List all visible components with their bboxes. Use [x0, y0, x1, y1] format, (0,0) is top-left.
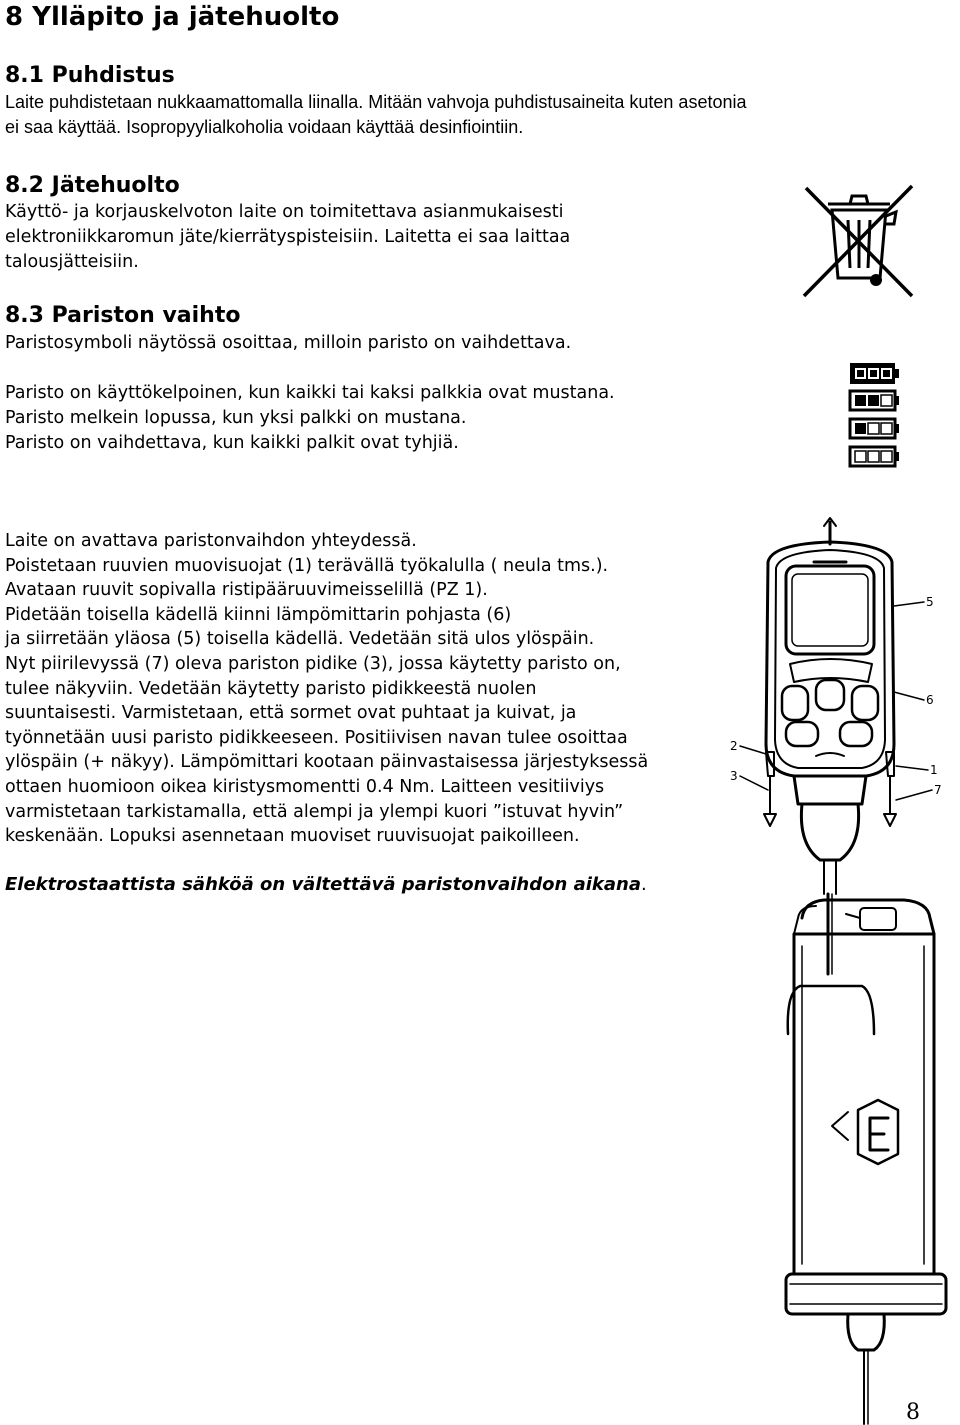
text-line: Käyttö- ja korjauskelvoton laite on toimitettava asianmukaisesti [5, 202, 564, 222]
text-line: ylöspäin (+ näkyy). Lämpömittari kootaan päinvastaisessa järjestyksessä [5, 752, 649, 773]
text-line: Laite puhdistetaan nukkaamattomalla liinalla. Mitään vahvoja puhdistusaineita kuten asetonia [5, 92, 747, 112]
battery-intro: Paristosymboli näytössä osoittaa, milloin paristo on vaihdettava. [5, 333, 572, 353]
battery-two-bars-icon [850, 391, 899, 410]
text-line: ja siirretään yläosa (5) toisella kädellä. Vedetään sitä ulos ylöspäin. [5, 629, 595, 650]
page-number: 8 [906, 1400, 920, 1425]
text-line: suuntaisesti. Varmistetaan, että sormet ovat puhtaat ja kuivat, ja [5, 703, 577, 724]
text-line: ottaen huomioon oikea kiristysmomentti 0.4 Nm. Laitteen vesitiiviys [5, 776, 605, 797]
warning-period: . [640, 874, 647, 895]
text-line: Paristo melkein lopussa, kun yksi palkki on mustana. [5, 408, 467, 428]
page-title: 8 Ylläpito ja jätehuolto [5, 2, 340, 32]
text-line: Pidetään toisella kädellä kiinni lämpömittarin pohjasta (6) [5, 604, 512, 625]
heading-disposal: 8.2 Jätehuolto [5, 173, 180, 198]
battery-states [5, 381, 615, 456]
callout-label: 3 [730, 769, 738, 783]
thermometer-exploded-diagram [728, 514, 960, 1424]
esd-warning [5, 872, 647, 898]
procedure-paragraph [5, 529, 648, 849]
callout-label: 7 [934, 783, 942, 797]
battery-level-icons [848, 361, 900, 471]
text-line: keskenään. Lopuksi asennetaan muoviset ruuvisuojat paikoilleen. [5, 826, 580, 847]
battery-full-icon [850, 363, 899, 384]
text-line: työnnetään uusi paristo pidikkeeseen. Positiivisen navan tulee osoittaa [5, 727, 628, 748]
battery-empty-icon [850, 447, 899, 466]
text-line: tulee näkyviin. Vedetään käytetty paristo pidikkeestä nuolen [5, 678, 537, 699]
crossed-out-wheelie-bin-icon [800, 182, 916, 300]
text-line: Paristo on vaihdettava, kun kaikki palkit ovat tyhjiä. [5, 433, 459, 453]
text-line: ei saa käyttää. Isopropyylialkoholia voidaan käyttää desinfiointiin. [5, 117, 524, 137]
callout-label: 2 [730, 739, 738, 753]
text-line: varmistetaan tarkistamalla, että alempi ja ylempi kuori ”istuvat hyvin” [5, 801, 624, 822]
callout-label: 5 [926, 595, 934, 609]
text-line: Poistetaan ruuvien muovisuojat (1) terävällä työkalulla ( neula tms.). [5, 555, 609, 576]
text-line: Nyt piirilevyssä (7) oleva pariston pidike (3), jossa käytetty paristo on, [5, 653, 621, 674]
cleaning-paragraph [5, 90, 746, 140]
text-line: Laite on avattava paristonvaihdon yhteydessä. [5, 531, 417, 551]
text-line: talousjätteisiin. [5, 252, 139, 272]
heading-battery-change: 8.3 Pariston vaihto [5, 303, 241, 328]
battery-one-bar-icon [850, 419, 899, 438]
text-line: elektroniikkaromun jäte/kierrätyspisteisiin. Laitetta ei saa laittaa [5, 227, 571, 247]
callout-label: 6 [926, 693, 934, 707]
warning-text: Elektrostaattista sähköä on vältettävä paristonvaihdon aikana [5, 874, 641, 895]
text-line: Avataan ruuvit sopivalla ristipääruuvimeisselillä (PZ 1). [5, 580, 488, 601]
text-line: Paristo on käyttökelpoinen, kun kaikki tai kaksi palkkia ovat mustana. [5, 383, 615, 403]
disposal-paragraph [5, 200, 570, 275]
callout-label: 1 [930, 763, 938, 777]
heading-cleaning: 8.1 Puhdistus [5, 63, 175, 88]
